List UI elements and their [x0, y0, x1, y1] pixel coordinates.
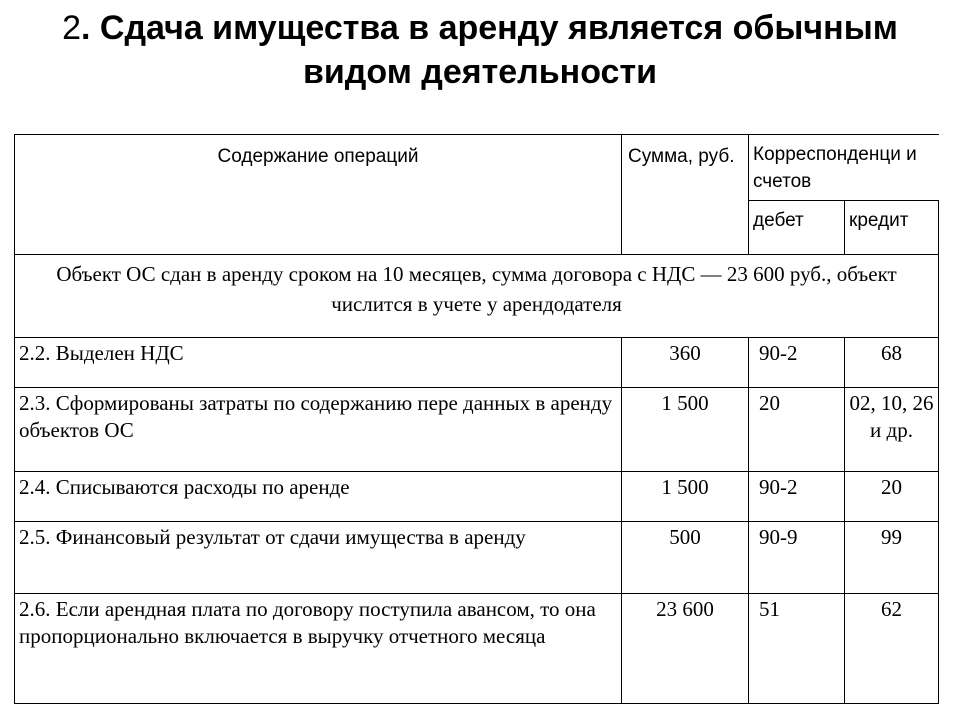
- title-text-1: . Сдача имущества в аренду является обычным: [81, 9, 898, 47]
- table-row: [15, 594, 939, 704]
- title-line-2: видом деятельности: [302, 53, 657, 91]
- title-number: 2: [62, 9, 81, 47]
- header-correspondence: Корреспонденци и счетов: [749, 135, 939, 201]
- row-description: 2.5. Финансовый результат от сдачи имущества в аренду: [15, 522, 622, 594]
- header-debit: дебет: [749, 201, 845, 255]
- row-description: 2.2. Выделен НДС: [15, 338, 622, 388]
- row-debit: 51: [749, 594, 845, 704]
- row-debit: 90-2: [749, 338, 845, 388]
- row-description: 2.6. Если арендная плата по договору поступила авансом, то она пропорционально включается в выручку отчетного месяца: [15, 594, 622, 704]
- operations-table: [14, 134, 939, 704]
- row-debit: 90-9: [749, 522, 845, 594]
- row-debit: 90-2: [749, 472, 845, 522]
- row-credit: 62: [845, 594, 939, 704]
- header-row: [15, 135, 939, 201]
- title-line-1: [40, 6, 920, 50]
- row-sum: 1 500: [622, 472, 749, 522]
- note-text: Объект ОС сдан в аренду сроком на 10 месяцев, сумма договора с НДС — 23 600 руб., объект числится в учете у арендодателя: [15, 255, 939, 338]
- table-row: [15, 522, 939, 594]
- row-sum: 1 500: [622, 388, 749, 472]
- table-row: [15, 338, 939, 388]
- header-credit: кредит: [845, 201, 939, 255]
- header-sum: Сумма, руб.: [622, 135, 749, 255]
- row-sum: 360: [622, 338, 749, 388]
- row-credit: 68: [845, 338, 939, 388]
- note-row: [15, 255, 939, 338]
- row-credit: 99: [845, 522, 939, 594]
- row-debit: 20: [749, 388, 845, 472]
- row-credit: 20: [845, 472, 939, 522]
- row-sum: 500: [622, 522, 749, 594]
- header-operations: Содержание операций: [15, 135, 622, 255]
- row-description: 2.4. Списываются расходы по аренде: [15, 472, 622, 522]
- table-row: [15, 472, 939, 522]
- row-credit: 02, 10, 26 и др.: [845, 388, 939, 472]
- slide-title: [40, 6, 920, 94]
- table-row: [15, 388, 939, 472]
- row-description: 2.3. Сформированы затраты по содержанию пере данных в аренду объектов ОС: [15, 388, 622, 472]
- row-sum: 23 600: [622, 594, 749, 704]
